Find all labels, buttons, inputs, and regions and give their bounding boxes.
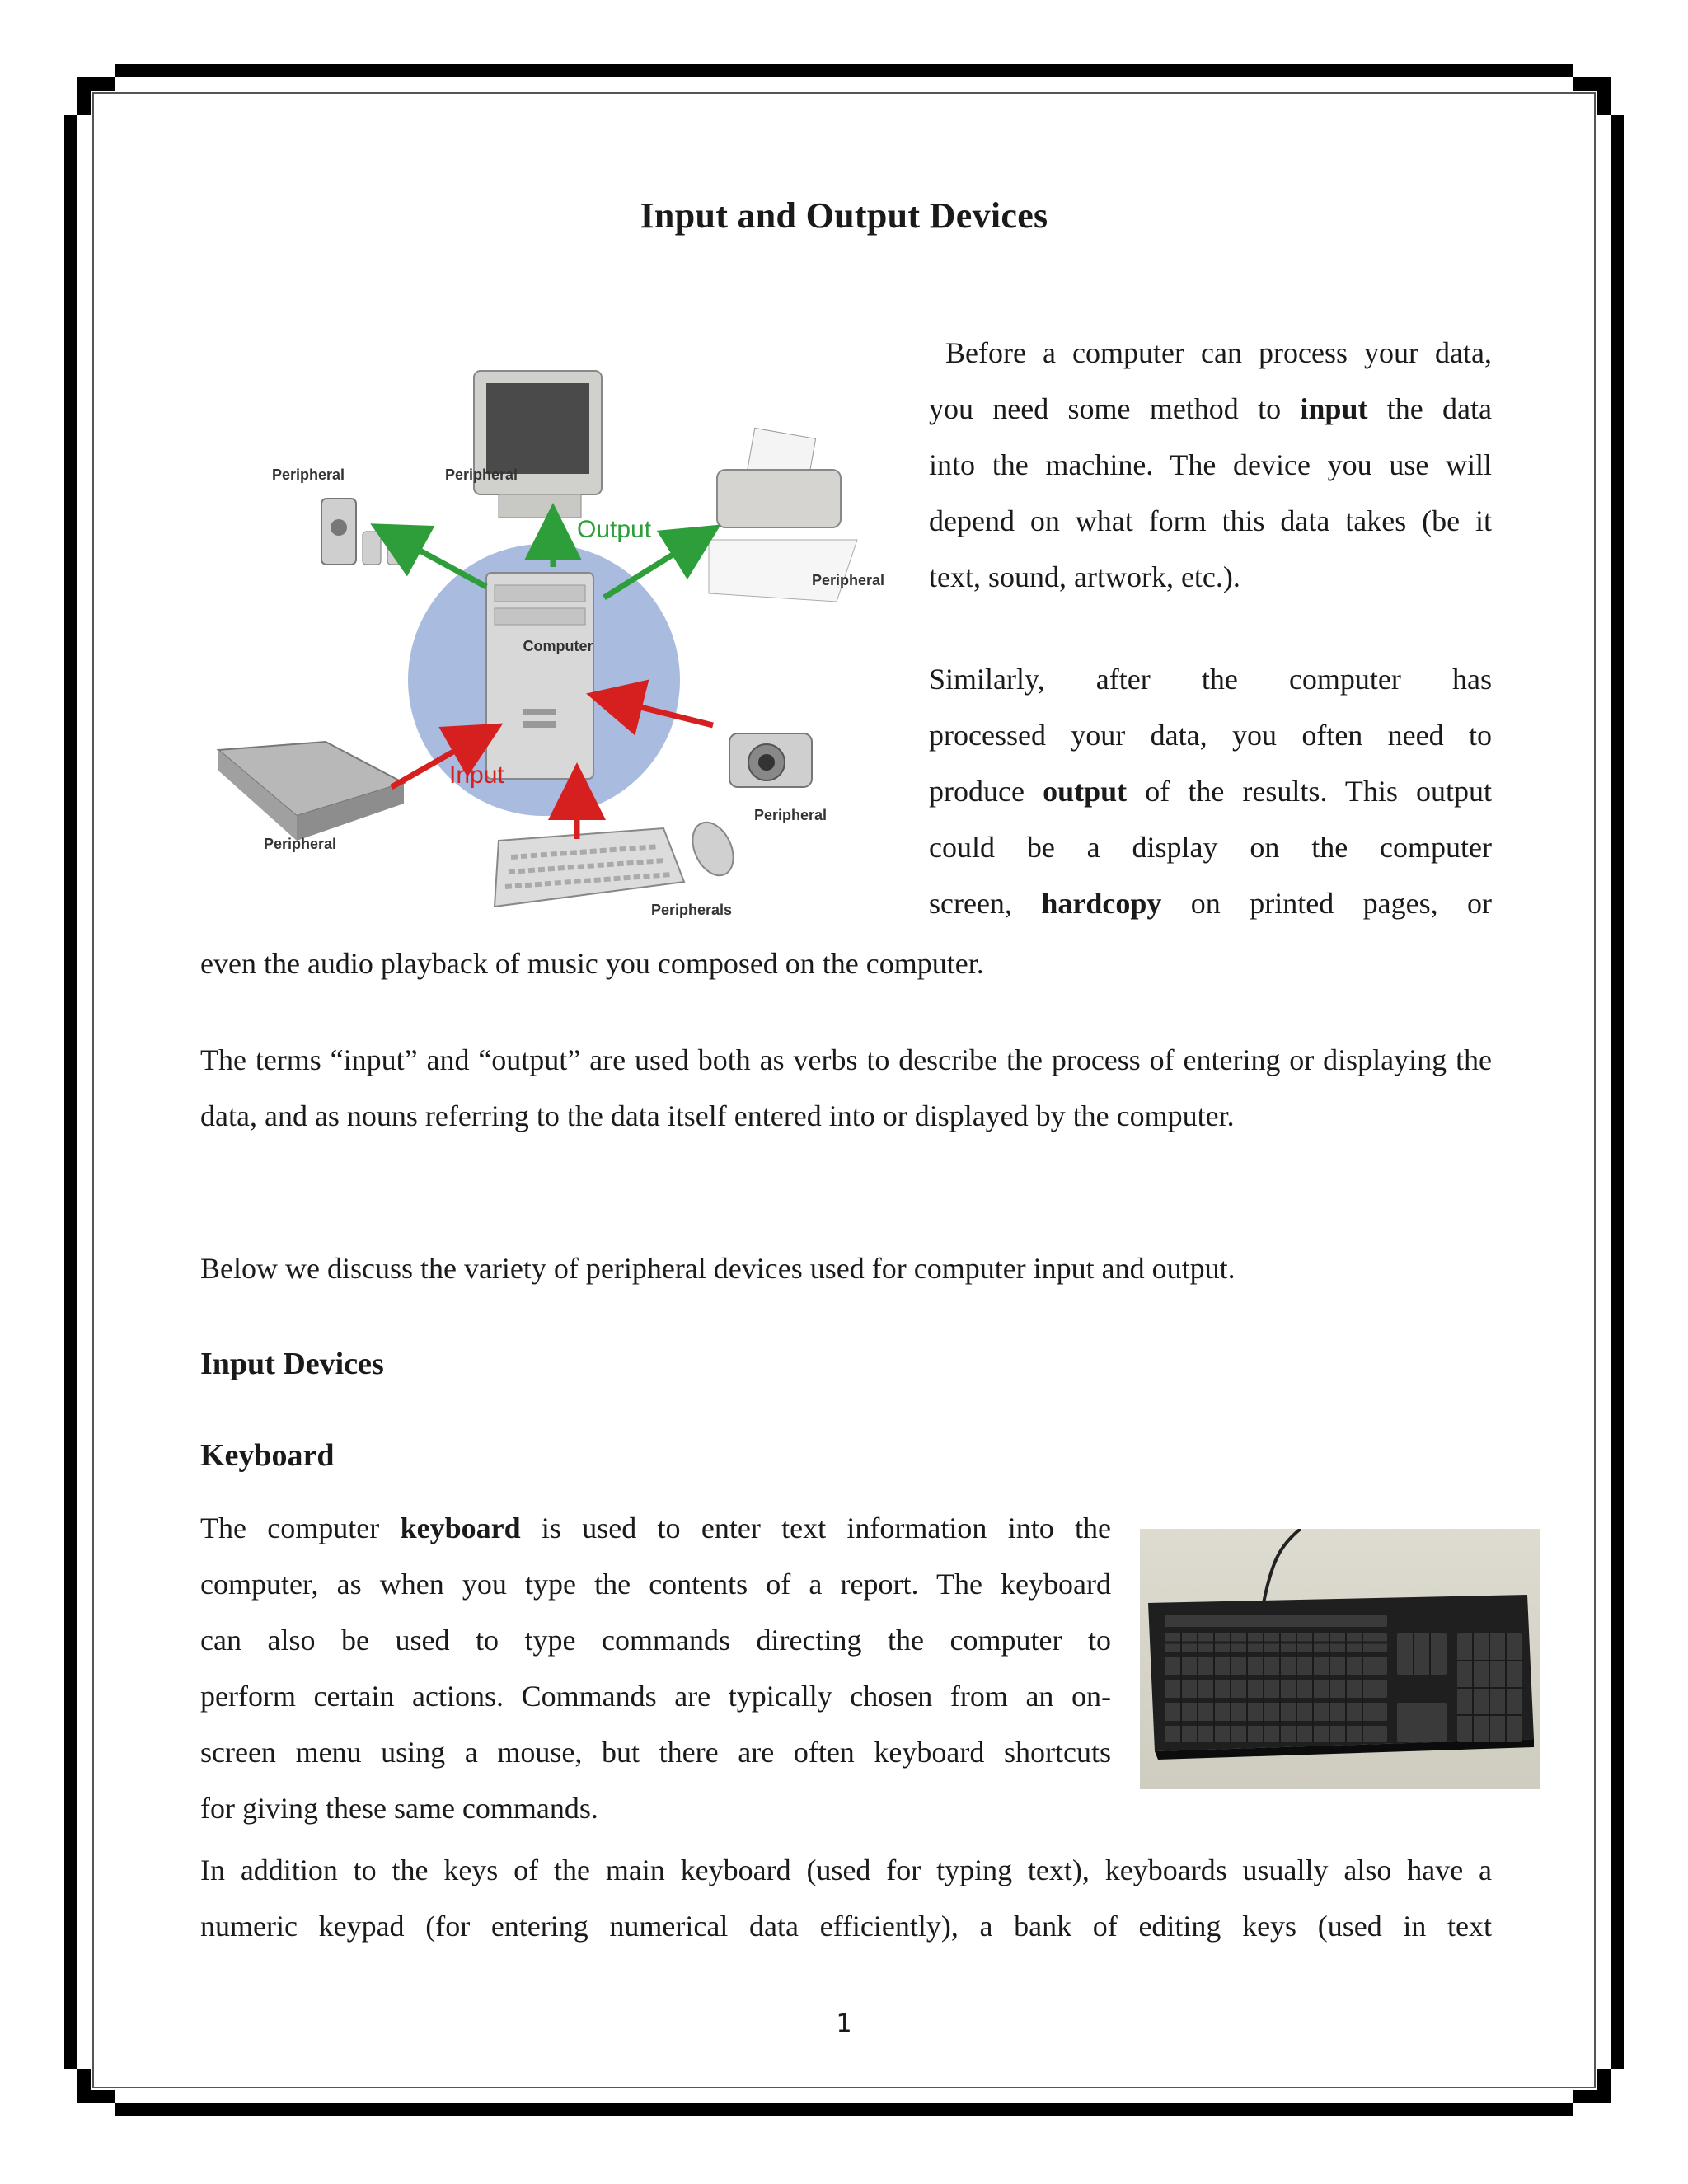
text-line: depend on what form this data takes (be it (929, 504, 1492, 537)
text-line: can also be used to type commands directing the computer to (200, 1624, 1111, 1657)
paragraph-keys (200, 1842, 1492, 1954)
text-line: perform certain actions. Commands are typically chosen from an on- (200, 1680, 1111, 1713)
keyboard-icon (1148, 1595, 1534, 1760)
text-line: In addition to the keys of the main keyboard (used for typing text), keyboards usually also have a (200, 1854, 1492, 1886)
figure-label-peripheral: Peripheral (812, 572, 885, 588)
text-line: text, sound, artwork, etc.). (929, 560, 1240, 593)
page-number: 1 (836, 2009, 852, 2038)
figure-label-output: Output (577, 516, 652, 543)
paragraph-text: Below we discuss the variety of peripheral devices used for computer input and output. (200, 1252, 1236, 1285)
text-line: Similarly, after the computer has (929, 663, 1492, 696)
page-title: Input and Output Devices (640, 195, 1048, 236)
figure-label-peripheral: Peripheral (445, 466, 518, 483)
paragraph-text: The terms “input” and “output” are used both as verbs to describe the process of entering or displaying the data, and as nouns referring to the data itself entered into or displayed by the computer. (200, 1043, 1492, 1132)
intro-paragraph-2-continued (200, 935, 1492, 991)
intro-paragraph-1 (929, 325, 1492, 605)
text-line: into the machine. The device you use will (929, 448, 1492, 481)
intro-paragraph-2 (929, 651, 1492, 931)
text-line: numeric keypad (for entering numerical data efficiently), a bank of editing keys (used in text (200, 1910, 1492, 1943)
text-line: The computer keyboard is used to enter text information into the (200, 1511, 1111, 1544)
figure-label-computer: Computer (523, 638, 593, 654)
keyboard-paragraph (200, 1500, 1111, 1836)
text-line: could be a display on the computer (929, 831, 1492, 864)
heading-keyboard: Keyboard (200, 1438, 335, 1473)
camera-icon (729, 733, 812, 787)
figure-label-peripherals: Peripherals (651, 902, 733, 918)
text-line: even the audio playback of music you composed on the computer. (200, 947, 984, 980)
text-line: computer, as when you type the contents of a report. The keyboard (200, 1568, 1111, 1601)
text-line: processed your data, you often need to (929, 719, 1492, 752)
text-line: you need some method to input the data (929, 392, 1492, 425)
text-line: screen, hardcopy on printed pages, or (929, 887, 1492, 920)
computer-tower-icon (486, 573, 593, 779)
figure-label-input: Input (449, 762, 504, 789)
text-line: for giving these same commands. (200, 1792, 598, 1825)
text-line: Before a computer can process your data, (945, 336, 1493, 369)
io-devices-diagram (202, 354, 898, 940)
figure-label-peripheral: Peripheral (272, 466, 345, 483)
heading-input-devices: Input Devices (200, 1347, 384, 1381)
paragraph-below (200, 1240, 1492, 1296)
text-line: produce output of the results. This output (929, 775, 1492, 808)
keyboard-photo (1140, 1529, 1540, 1789)
figure-label-peripheral: Peripheral (754, 807, 828, 823)
text-line: screen menu using a mouse, but there are often keyboard shortcuts (200, 1736, 1111, 1769)
figure-label-peripheral: Peripheral (264, 836, 337, 852)
paragraph-terms (200, 1032, 1492, 1144)
